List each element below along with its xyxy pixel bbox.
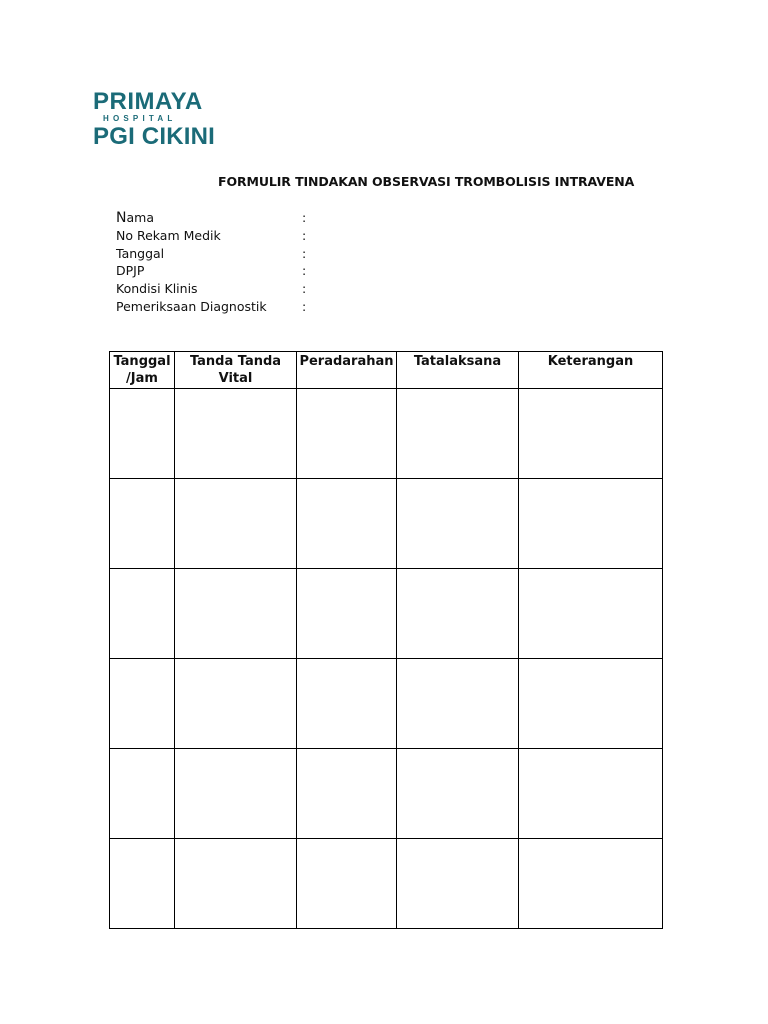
table-cell[interactable] — [519, 479, 663, 569]
table-cell[interactable] — [397, 749, 519, 839]
field-row-pemeriksaan-diagnostik — [116, 298, 416, 316]
table-cell[interactable] — [519, 659, 663, 749]
header-line: /Jam — [126, 371, 158, 386]
field-row-dpjp — [116, 262, 416, 280]
table-cell[interactable] — [519, 839, 663, 929]
header-line: Tanggal — [113, 354, 171, 369]
table-cell[interactable] — [397, 389, 519, 479]
patient-info-fields — [116, 209, 416, 316]
table-cell[interactable] — [397, 659, 519, 749]
table-cell[interactable] — [110, 839, 175, 929]
table-cell[interactable] — [519, 389, 663, 479]
logo-subtitle: HOSPITAL — [103, 114, 177, 123]
field-separator: : — [302, 245, 307, 261]
field-separator: : — [302, 263, 307, 279]
table-cell[interactable] — [397, 839, 519, 929]
table-row — [110, 839, 663, 929]
logo-brand: PRIMAYA — [93, 88, 203, 115]
header-keterangan — [519, 352, 663, 389]
observation-table — [109, 351, 663, 929]
field-label: No Rekam Medik — [116, 227, 221, 243]
table-body — [110, 389, 663, 929]
field-label: DPJP — [116, 263, 145, 279]
field-separator: : — [302, 298, 307, 314]
header-peradarahan — [297, 352, 397, 389]
field-label: Nama — [116, 210, 154, 226]
table-cell[interactable] — [175, 389, 297, 479]
table-cell[interactable] — [175, 839, 297, 929]
table-cell[interactable] — [110, 389, 175, 479]
field-separator: : — [302, 281, 307, 297]
table-cell[interactable] — [397, 569, 519, 659]
header-tanda-tanda-vital — [175, 352, 297, 389]
table-cell[interactable] — [297, 479, 397, 569]
field-row-no-rekam-medik — [116, 227, 416, 245]
field-row-nama — [116, 209, 416, 227]
field-separator: : — [302, 227, 307, 243]
field-row-tanggal — [116, 245, 416, 263]
table-cell[interactable] — [397, 479, 519, 569]
table-cell[interactable] — [175, 569, 297, 659]
header-line: Peradarahan — [299, 354, 394, 369]
header-line: Tatalaksana — [413, 354, 502, 369]
table-cell[interactable] — [297, 389, 397, 479]
field-label: Pemeriksaan Diagnostik — [116, 298, 267, 314]
table-cell[interactable] — [297, 569, 397, 659]
table-cell[interactable] — [175, 659, 297, 749]
field-label: Kondisi Klinis — [116, 281, 198, 297]
header-tanggal-jam — [110, 352, 175, 389]
table-cell[interactable] — [110, 749, 175, 839]
header-line: Keterangan — [547, 354, 634, 369]
table-cell[interactable] — [297, 659, 397, 749]
table-row — [110, 749, 663, 839]
table-row — [110, 479, 663, 569]
table-row — [110, 659, 663, 749]
table-cell[interactable] — [297, 839, 397, 929]
table-cell[interactable] — [175, 749, 297, 839]
hospital-logo — [93, 88, 216, 150]
table-row — [110, 389, 663, 479]
table-row — [110, 569, 663, 659]
form-title: FORMULIR TINDAKAN OBSERVASI TROMBOLISIS INTRAVENA — [218, 174, 635, 189]
table-header-row — [110, 352, 663, 389]
logo-location: PGI CIKINI — [93, 123, 216, 150]
table-cell[interactable] — [297, 749, 397, 839]
field-separator: : — [302, 210, 307, 225]
table-cell[interactable] — [175, 479, 297, 569]
table-cell[interactable] — [519, 749, 663, 839]
header-line: Tanda Tanda — [189, 354, 282, 369]
field-label: Tanggal — [116, 245, 165, 261]
table-cell[interactable] — [110, 659, 175, 749]
table-cell[interactable] — [110, 569, 175, 659]
field-row-kondisi-klinis — [116, 280, 416, 298]
header-tatalaksana — [397, 352, 519, 389]
table-cell[interactable] — [519, 569, 663, 659]
header-line: Vital — [218, 371, 253, 386]
table-cell[interactable] — [110, 479, 175, 569]
